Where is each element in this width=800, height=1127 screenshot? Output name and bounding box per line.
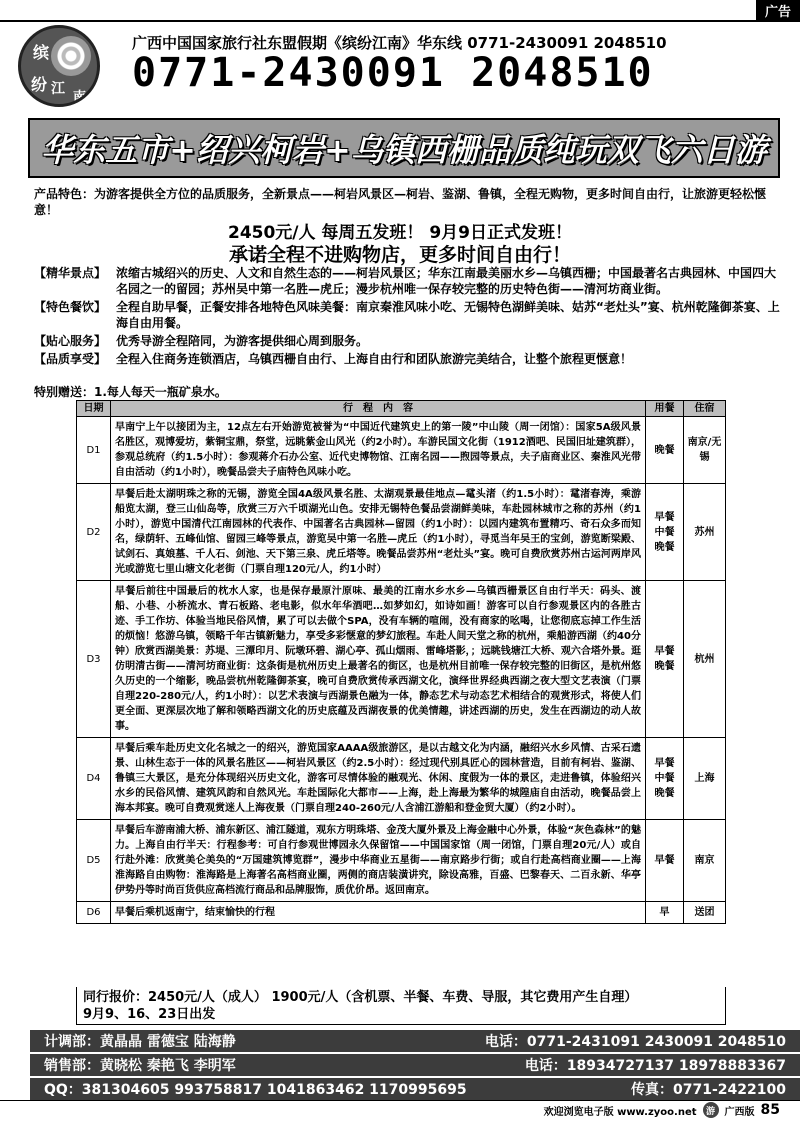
page-number: 85: [760, 1102, 780, 1118]
content-cell: 早餐后乘车赴历史文化名城之一的绍兴，游览国家AAAA级旅游区，是以古越文化为内涵，融绍兴水乡风情、古采石遗景、山林生态于一体的风景名胜区——柯岩风景区（约2.5小时）：经过现代别具匠心的园林营造，目前有柯岩、鉴湖、鲁镇三大景区，是充分体现绍兴历史文化，游客可尽情体验的融观光、休闲、度假为一体的景区，走进鲁镇，体验绍兴水乡的民俗风情、建筑风韵和自然风光。车赴国际化大都市——上海，赴上海最为繁华的城隍庙自由活动，晚餐品尝上海本邦宴。晚可自费观赏迷人上海夜景（门票自理240-260元/人含浦江游船和登金贸大厦）（约2小时）。: [111, 738, 646, 820]
meal-cell: 早: [646, 902, 684, 924]
agency-line: 广西中国国家旅行社东盟假期《缤纷江南》华东线 0771-2430091 2048510: [132, 34, 667, 52]
meal-cell: 晚餐: [646, 417, 684, 484]
day-cell: D2: [77, 484, 111, 581]
itinerary-table: [76, 400, 726, 924]
highlight-label: 【贴心服务】: [34, 334, 107, 348]
header-content: 行 程 内 容: [111, 401, 646, 417]
highlight-text: 优秀导游全程陪同，为游客提供细心周到服务。: [116, 334, 369, 348]
table-row: [77, 738, 726, 820]
stay-cell: 送团: [684, 902, 726, 924]
stay-cell: 南京/无锡: [684, 417, 726, 484]
highlight-label: 【精华景点】: [34, 266, 107, 280]
product-feature: 产品特色：为游客提供全方位的品质服务，全新景点——柯岩风景区—柯岩、鉴湖、鲁镇，全程无购物，更多时间自由行，让旅游更轻松惬意！: [34, 187, 767, 217]
day-cell: D3: [77, 581, 111, 738]
day-cell: D1: [77, 417, 111, 484]
meal-cell: 早餐 晚餐: [646, 581, 684, 738]
contact-row-sales: [30, 1054, 800, 1076]
quote-box: [76, 987, 726, 1025]
content-cell: 早餐后前往中国最后的枕水人家，也是保存最原汁原味、最美的江南水乡水乡—乌镇西栅景区自由行半天：码头、渡船、小巷、小桥流水、青石板路、老电影，似水年华酒吧…如梦如幻，如诗如画！游客可以自行参观景区内的各胜古迹、手工作坊、体验当地民俗风情，累了可以去做个SPA，没有车辆的喧闹，没有商家的吆喝，让您彻底忘掉工作生活的烦恼！悠游乌镇，领略千年古镇新魅力，享受多彩惬意的梦幻旅程。车赴人间天堂之称的杭州，乘船游西湖（约40分钟）欣赏西湖美景：苏堤、三潭印月、阮墩环碧、湖心亭、孤山烟雨、雷峰塔影，；远眺钱塘江大桥、观六合塔外景。逛仿明清古街——清河坊商业街：这条街是杭州历史上最著名的街区，也是杭州目前唯一保存较完整的旧街区，是杭州悠久历史的一个缩影，晚品尝杭州乾隆御茶宴，晚可自费欣赏传承西湖文化，演绎世界经典西湖之夜大型文艺表演（门票自理220-280元/人，约1小时）：以艺术表演与西湖景色融为一体，静态艺术与动态艺术相结合的观赏形式，将使人们更全面、更深层次地了解和领略西湖文化的历史底蕴及西湖夜景的优美情趣，讲述西湖的历史，发生在西湖边的动人故事。: [111, 581, 646, 738]
content-cell: 早餐后乘机返南宁，结束愉快的行程: [111, 902, 646, 924]
logo-char-2: 纷: [31, 75, 48, 94]
table-header-row: [77, 401, 726, 417]
content-cell: 早南宁上午以接团为主，12点左右开始游览被誉为“中国近代建筑史上的第一陵”中山陵（周一闭馆）：国家5A级风景名胜区，观博爱坊，紫铜宝鼎，祭堂，远眺紫金山风光（约2小时）。车游民国文化街（1912酒吧、民国旧址建筑群），参观总统府（约1.5小时）：参观蒋介石办公室、近代史博物馆、江南名园——煦园等景点，夫子庙商业区、秦淮风光带自由活动（约1小时），晚餐品尝夫子庙特色风味小吃。: [111, 417, 646, 484]
page-footer: [544, 1102, 780, 1118]
agency-logo: [18, 25, 100, 107]
phone-number-large: 0771-2430091 2048510: [132, 50, 654, 96]
bottom-rule: [0, 1100, 800, 1101]
logo-char-4: 南: [73, 90, 87, 105]
tour-title: 华东五市+绍兴柯岩+乌镇西栅品质纯玩双飞六日游: [41, 131, 767, 169]
gift-note: 特别赠送：1.每人每天一瓶矿泉水。: [34, 385, 227, 399]
quote-price: 同行报价：2450元/人（成人） 1900元/人（含机票、半餐、车费、导服，其它费用产生自理）: [83, 990, 638, 1005]
highlight-item: [34, 265, 784, 297]
logo-char-1: 缤: [33, 43, 50, 62]
contact-staff: 计调部：黄晶晶 雷德宝 陆海静: [44, 1034, 236, 1050]
contact-phone: 电话：0771-2431091 2430091 2048510: [484, 1034, 786, 1050]
table-row: [77, 820, 726, 902]
title-banner: [28, 118, 780, 178]
table-row: [77, 484, 726, 581]
header-date: 日期: [77, 401, 111, 417]
stay-cell: 杭州: [684, 581, 726, 738]
meal-cell: 早餐: [646, 820, 684, 902]
contact-qq: QQ：381304605 993758817 1041863462 1170995695: [44, 1082, 467, 1098]
highlight-text: 浓缩古城绍兴的历史、人文和自然生态的——柯岩风景区；华东江南最美丽水乡—乌镇西栅；中国最著名古典园林、中国四大名园之一的留园；苏州吴中第一名胜—虎丘；漫步杭州唯一保存较完整的历史特色街——清河坊商业街。: [116, 266, 777, 296]
table-row: [77, 902, 726, 924]
highlight-list: [34, 265, 784, 369]
table-row: [77, 417, 726, 484]
highlight-item: [34, 299, 784, 331]
content-cell: 早餐后赴太湖明珠之称的无锡，游览全国4A级风景名胜、太湖观景最佳地点—鼋头渚（约1.5小时）：鼋渚春涛，乘游船览太湖，登三山仙岛等，欣赏三万六千顷湖光山色。安排无锡特色餐品尝湖鲜美味，车赴园林城市之称的苏州（约1小时），游览中国清代江南园林的代表作、中国著名古典园林—留园（约1小时）：以园内建筑布置精巧、奇石众多而知名，绿荫轩、五峰仙馆、留园三峰等景点，游览吴中第一名胜—虎丘（约1小时），寻觅当年吴王的宝剑，游览断梁殿、试剑石、真娘墓、千人石、剑池、天下第三泉、虎丘塔等。晚餐品尝苏州“老灶头”宴。晚可自费欣赏苏州古运河两岸风光或游览七里山塘文化老街（门票自理120元/人，约1小时）: [111, 484, 646, 581]
highlight-label: 【品质享受】: [34, 352, 107, 366]
highlight-text: 全程入住商务连锁酒店，乌镇西栅自由行、上海自由行和团队旅游完美结合，让整个旅程更惬意！: [116, 352, 633, 366]
meal-cell: 早餐 中餐 晚餐: [646, 484, 684, 581]
contact-fax: 传真：0771-2422100: [631, 1082, 786, 1098]
meal-cell: 早餐 中餐 晚餐: [646, 738, 684, 820]
flower-icon: [51, 36, 91, 76]
footer-site: 欢迎浏览电子版 www.zyoo.net: [543, 1106, 697, 1118]
content-cell: 早餐后车游南浦大桥、浦东新区、浦江隧道，观东方明珠塔、金茂大厦外景及上海金融中心外景，体验“灰色森林”的魅力。上海自由行半天：行程参考：可自行参观世博园永久保留馆——中国国家馆（周一闭馆，门票自理20元/人）或自行赴外滩：欣赏美仑美奂的“万国建筑博览群”，漫步中华商业五星街——南京路步行街；或自行赴高档商业圈——上海淮海路自由购物：淮海路是上海著名高档商业圈，两侧的商店装潢讲究，除设高雅，百盛、巴黎春天、二百永新、华亭伊势丹等时尚百货供应高档流行商品和品牌服饰，质优价昂。返回南京。: [111, 820, 646, 902]
emblem-icon: 游: [703, 1102, 719, 1118]
highlight-item: [34, 333, 784, 349]
highlight-text: 全程自助早餐，正餐安排各地特色风味美餐：南京秦淮风味小吃、无锡特色湖鲜美味、姑苏“老灶头”宴、杭州乾隆御茶宴、上海自由用餐。: [116, 300, 780, 330]
day-cell: D4: [77, 738, 111, 820]
highlight-item: [34, 351, 784, 367]
contact-staff: 销售部：黄晓松 秦艳飞 李明军: [44, 1058, 236, 1074]
highlight-label: 【特色餐饮】: [34, 300, 107, 314]
promise-line: 承诺全程不进购物店，更多时间自由行！: [228, 244, 571, 266]
footer-edition: 广西版: [724, 1106, 755, 1118]
contact-row-qq: [30, 1078, 800, 1100]
header-stay: 住宿: [684, 401, 726, 417]
contact-row-planning: [30, 1030, 800, 1052]
day-cell: D6: [77, 902, 111, 924]
price-line: 2450元/人 每周五发班！ 9月9日正式发班！: [227, 223, 573, 243]
logo-char-3: 江: [51, 81, 65, 97]
table-row: [77, 581, 726, 738]
day-cell: D5: [77, 820, 111, 902]
stay-cell: 苏州: [684, 484, 726, 581]
contact-phone: 电话：18934727137 18978883367: [524, 1058, 786, 1074]
header-meal: 用餐: [646, 401, 684, 417]
stay-cell: 上海: [684, 738, 726, 820]
quote-dates: 9月9、16、23日出发: [83, 1007, 216, 1022]
top-rule: [0, 20, 800, 22]
ad-tag: 广告: [756, 0, 800, 20]
stay-cell: 南京: [684, 820, 726, 902]
